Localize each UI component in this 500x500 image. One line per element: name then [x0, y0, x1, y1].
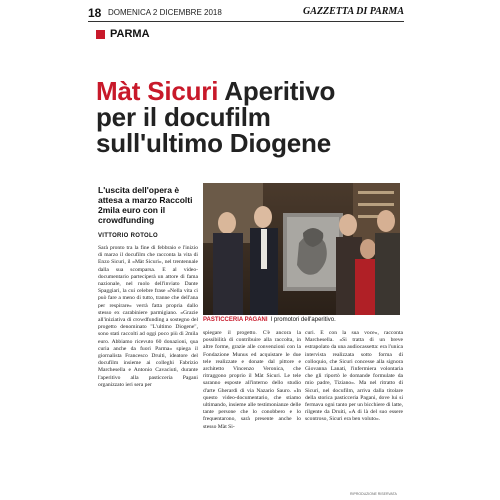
masthead: GAZZETTA DI PARMA — [303, 6, 404, 17]
article-column-3: curi. E con la sua voce», racconta Marchesella. «Si tratta di un breve estrapolato da una audiocassetta: era l'unica intervista realizzata sotto forma di colloquio, che Sicuri concesse alla signora Giovanna Lanati, l'infermiera volontaria che gli riportò le domande formulate da mio padre, Tiziano». Ma nel ritratto di Sicuri, nel docufilm, arriva dalla titolare della storica pasticceria Pagani, dove lui si fermava ogni tanto per un bicchiere di latte, rilgente da Druiti, «A di là del suo essere scontroso, Sicuri era ben voluto». — [305, 330, 403, 423]
headline — [96, 78, 406, 156]
author-byline: VITTORIO ROTOLO — [98, 233, 158, 239]
page-number: 18 — [88, 6, 102, 20]
caption-text: I promotori dell'aperitivo. — [270, 317, 336, 323]
section-tag — [96, 27, 150, 41]
caption-tag: PASTICCERIA PAGANI — [203, 317, 268, 323]
headline-line2: per il docufilm — [96, 102, 271, 132]
page-header — [88, 6, 404, 22]
article-column-1: Sarà pronto tra la fine di febbraio e l'inizio di marzo il docufilm che racconta la vita di Enzo Sicuri, il «Màt Sicuri», nel trentennale dalla sua scomparsa. E al video-documentario parteciperà un attore di fama nazionale, nel ruolo dell'inviato Dante Spaggiari, la cui celebre frase «Nella vita ci può fare a meno di tutto, tranne che dell'ana per respirare» verrà fatta propria dallo stesso ex carabiniere parmigiano. «Grazie all'iniziativa di crowdfunding a sostegno del progetto denominato "L'ultimo Diogene", sono stati raccolti ad oggi poco più di 2mila euro. Abbiamo ricevuto 60 donazioni, qua curia anche da fuori Parma» spiega il giornalista Francesco Druiti, ideatore del docufilm insieme ai colleghi Fabrizio Marchesella e Antonio Cavaciuti, durante l'aperitivo alla pasticceria Pagani organizzato ieri sera per — [98, 245, 198, 388]
issue-date: DOMENICA 2 DICEMBRE 2018 — [108, 8, 222, 17]
headline-red-part: Màt Sicuri — [96, 76, 219, 106]
headline-line1-rest: Aperitivo — [218, 76, 336, 106]
photo-illustration — [203, 183, 400, 315]
section-label: PARMA — [110, 28, 150, 40]
section-square-icon — [96, 30, 105, 39]
article-photo — [203, 183, 400, 315]
subheadline: L'uscita dell'opera è attesa a marzo Raccolti 2mila euro con il crowdfunding — [98, 185, 193, 225]
photo-credit: RIPRODUZIONE RISERVATA — [350, 492, 397, 496]
photo-caption — [203, 316, 400, 324]
headline-line3: sull'ultimo Diogene — [96, 128, 331, 158]
article-column-2: spiegare il progetto. C'è ancora la possibilità di contribuire alla raccolta, in altre forme, grazie alle convenzioni con la Fondazione Munus ed acquistare le due tele realizzate e donate dal pittore e architetto Vincenzo Veronica, che ritraggono proprio il Màt Sicuri. Le tele saranno esposte all'interno dello studio d'arte Gherardi di via Nazario Sauro. «In questo video-documentario, che stiamo ultimando, insieme alle testimonianze delle tante persone che lo conobbero e lo frequentarono, sarà presente anche lo stesso Màt Si- — [203, 330, 301, 430]
